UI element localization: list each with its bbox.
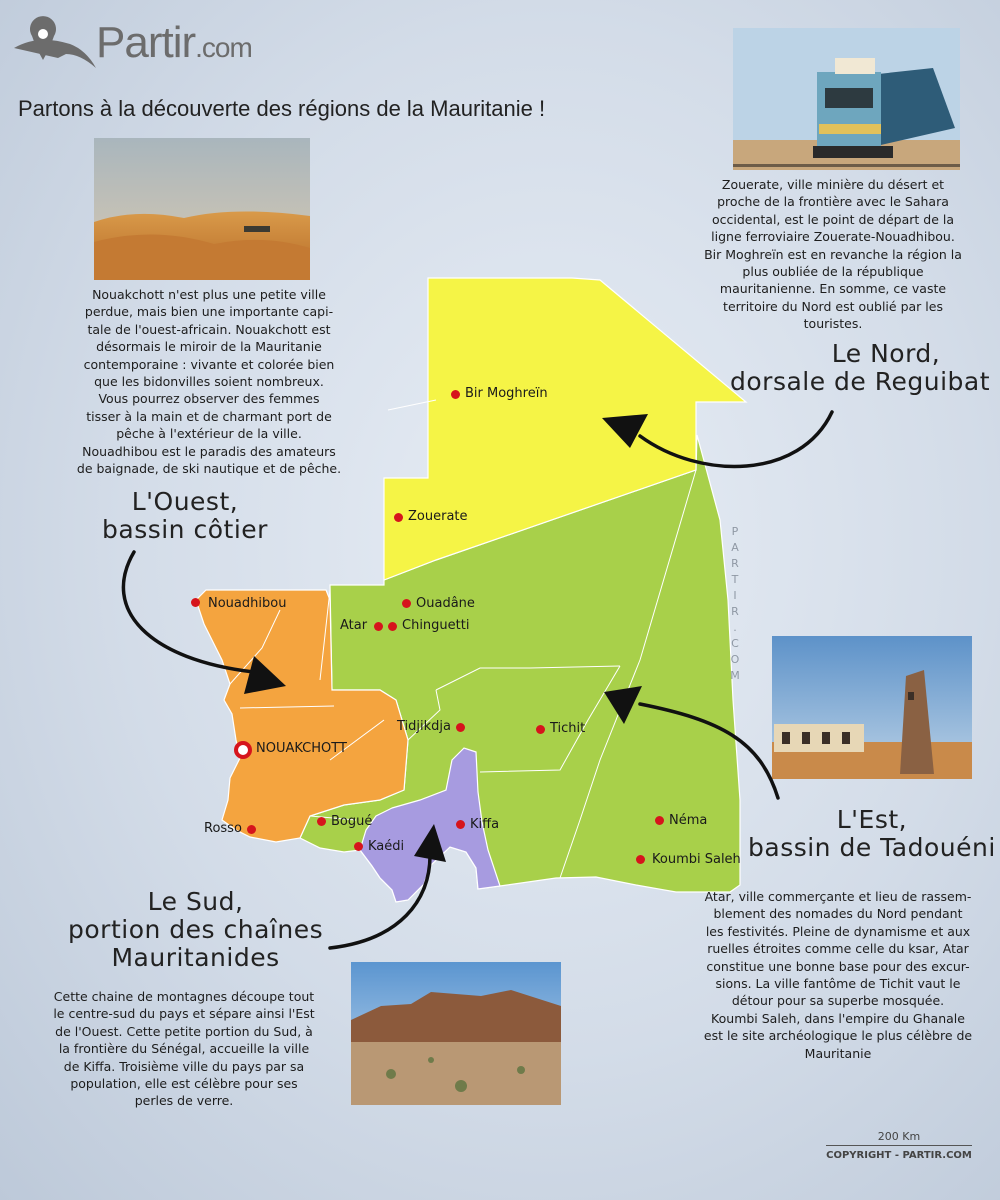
description-est xyxy=(680,888,996,1062)
city-dot-tidjikdja xyxy=(456,723,465,732)
desc-line: touristes. xyxy=(803,316,863,332)
city-bogue[interactable]: Bogué xyxy=(331,814,373,829)
desc-line: constitue une bonne base pour des excur- xyxy=(706,958,970,974)
label-nord-line2: dorsale de Reguibat xyxy=(730,367,991,396)
watermark-letter: R xyxy=(731,557,739,570)
city-ouadane[interactable]: Ouadâne xyxy=(416,596,475,611)
city-dot-ouadane xyxy=(402,599,411,608)
desc-line: Cette chaine de montagnes découpe tout xyxy=(53,989,315,1004)
city-tidjikdja[interactable]: Tidjikdja xyxy=(397,719,451,734)
watermark-letter: P xyxy=(731,525,739,538)
watermark-letter: O xyxy=(730,653,740,666)
brand-name: Partir xyxy=(96,18,196,67)
label-sud xyxy=(68,888,323,972)
label-ouest xyxy=(102,488,268,544)
watermark-letter: C xyxy=(731,637,739,650)
desc-line: population, elle est célèbre pour ses xyxy=(70,1076,298,1092)
desc-line: Koumbi Saleh, dans l'empire du Ghanale xyxy=(711,1010,965,1026)
label-est xyxy=(748,806,996,862)
desc-line: de baignade, de ski nautique et de pêche. xyxy=(76,461,342,477)
city-dot-zouerate xyxy=(394,513,403,522)
desc-line: de Kiffa. Troisième ville du pays par sa xyxy=(63,1058,305,1074)
desc-line: détour pour sa superbe mosquée. xyxy=(731,993,945,1009)
desc-line: est le site archéologique le plus célèbre de xyxy=(703,1028,973,1044)
city-dot-atar xyxy=(374,622,383,631)
desc-line: Zouerate, ville minière du désert et xyxy=(721,177,945,192)
city-dot-kiffa xyxy=(456,820,465,829)
label-est-line1: L'Est, xyxy=(836,805,908,834)
copyright: COPYRIGHT - PARTIR.COM xyxy=(826,1150,972,1161)
city-dot-kaedi xyxy=(354,842,363,851)
city-rosso[interactable]: Rosso xyxy=(204,821,242,836)
desc-line: la frontière du Sénégal, accueille la ville xyxy=(58,1041,310,1057)
description-nord xyxy=(680,176,986,333)
desc-line: plus oubliée de la république xyxy=(742,264,924,280)
city-nema[interactable]: Néma xyxy=(669,813,708,828)
desc-line: ligne ferroviaire Zouerate-Nouadhibou. xyxy=(711,229,955,245)
scale-label: 200 Km xyxy=(877,1130,921,1143)
watermark-letter: . xyxy=(733,621,737,634)
desc-line: perdue, mais bien une importante capi- xyxy=(84,304,334,320)
desc-line: blement des nomades du Nord pendant xyxy=(713,906,963,922)
watermark-letter: A xyxy=(731,541,739,554)
desc-line: Bir Moghreïn est en revanche la région la xyxy=(704,246,962,262)
desc-line: mauritanienne. En somme, ce vaste xyxy=(719,281,947,297)
city-dot-nouadhibou xyxy=(191,598,200,607)
desc-line: occidental, est le point de départ de la xyxy=(711,211,955,227)
page-title: Partons à la découverte des régions de la Mauritanie ! xyxy=(18,96,546,121)
city-zouerate[interactable]: Zouerate xyxy=(408,509,468,524)
desc-line: contemporaine : vivante et colorée bien xyxy=(83,356,335,372)
city-nouakchott[interactable]: NOUAKCHOTT xyxy=(256,741,347,756)
desc-line: désormais le miroir de la Mauritanie xyxy=(96,339,322,355)
desc-line: le centre-sud du pays et sépare ainsi l'Est xyxy=(53,1006,315,1022)
city-dot-bogue xyxy=(317,817,326,826)
city-nouadhibou[interactable]: Nouadhibou xyxy=(208,596,287,611)
desc-line: Vous pourrez observer des femmes xyxy=(98,391,320,407)
watermark-letter: R xyxy=(731,605,739,618)
city-dot-tichit xyxy=(536,725,545,734)
label-ouest-line1: L'Ouest, xyxy=(131,487,239,516)
desc-line: proche de la frontière avec le Sahara xyxy=(717,194,949,210)
city-kiffa[interactable]: Kiffa xyxy=(470,817,500,832)
label-sud-line3: Mauritanides xyxy=(111,943,280,972)
description-sud xyxy=(28,988,340,1110)
watermark-letter: M xyxy=(730,669,740,682)
desc-line: territoire du Nord est oublié par les xyxy=(723,298,943,314)
desc-line: ruelles étroites comme celle du ksar, Atar xyxy=(707,941,969,957)
watermark xyxy=(724,524,746,684)
desc-line: sions. La ville fantôme de Tichit vaut le xyxy=(715,976,961,992)
label-sud-line2: portion des chaînes xyxy=(68,915,324,944)
capital-icon-nouakchott xyxy=(234,741,252,759)
desc-line: de l'Ouest. Cette petite portion du Sud, à xyxy=(55,1023,313,1039)
city-bir-moghrein[interactable]: Bir Moghreïn xyxy=(465,386,548,401)
desc-line: tale de l'ouest-africain. Nouakchott est xyxy=(87,321,331,337)
label-est-line2: bassin de Tadouéni xyxy=(748,833,996,862)
city-atar[interactable]: Atar xyxy=(340,618,368,633)
city-dot-bir-moghrein xyxy=(451,390,460,399)
city-kaedi[interactable]: Kaédi xyxy=(368,839,405,854)
scale-box xyxy=(826,1130,972,1161)
desc-line: Mauritanie xyxy=(804,1045,872,1061)
city-dot-nema xyxy=(655,816,664,825)
scale-bar xyxy=(826,1145,972,1146)
desc-line: pêche à l'extérieur de la ville. xyxy=(116,426,302,442)
desc-line: Nouadhibou est le paradis des amateurs xyxy=(82,443,336,459)
label-nord xyxy=(730,339,991,396)
description-ouest xyxy=(44,286,374,477)
city-tichit[interactable]: Tichit xyxy=(550,721,586,736)
desc-line: Nouakchott n'est plus une petite ville xyxy=(92,287,326,302)
desc-line: Atar, ville commerçante et lieu de rassem- xyxy=(704,889,972,904)
city-dot-koumbi-saleh xyxy=(636,855,645,864)
brand-domain: .com xyxy=(195,32,252,63)
desc-line: perles de verre. xyxy=(134,1093,234,1109)
city-koumbi-saleh[interactable]: Koumbi Saleh xyxy=(652,852,741,867)
city-dot-chinguetti xyxy=(388,622,397,631)
label-sud-line1: Le Sud, xyxy=(147,887,244,916)
desc-line: tisser à la main et de charmant port de xyxy=(86,408,332,424)
desc-line: les festivités. Pleine de dynamisme et aux xyxy=(705,923,971,939)
city-chinguetti[interactable]: Chinguetti xyxy=(402,618,470,633)
city-dot-rosso xyxy=(247,825,256,834)
label-nord-line1: Le Nord, xyxy=(831,339,941,368)
watermark-letter: I xyxy=(733,589,737,602)
watermark-letter: T xyxy=(731,573,739,586)
label-ouest-line2: bassin côtier xyxy=(102,515,268,544)
desc-line: que les bidonvilles soient nombreux. xyxy=(94,374,324,390)
